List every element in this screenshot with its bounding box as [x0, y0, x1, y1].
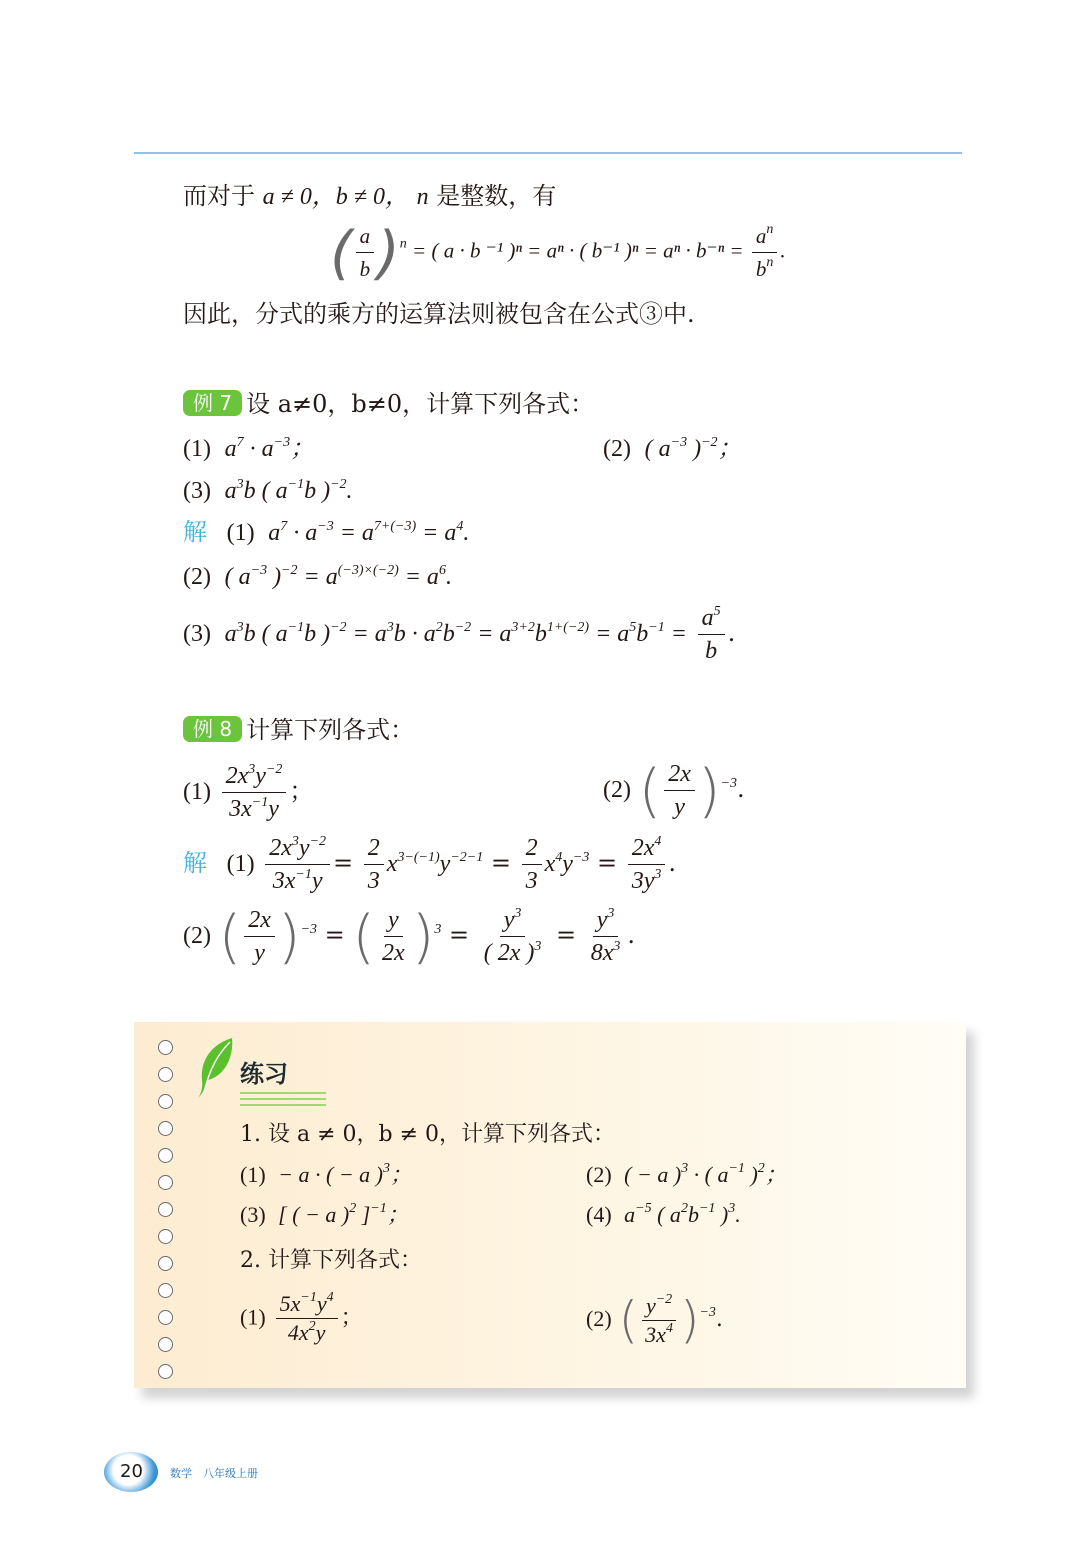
- solution-label: 解: [183, 518, 207, 546]
- ex7-solution-1: 解 (1) $a^7 \cdot a^{-3} = a^{7+(-3)} = a^4$.: [183, 518, 470, 546]
- binder-hole: [158, 1337, 173, 1352]
- practice-q2-2: (2) ( $\frac{y^{-2}}{3x^4}$ )$^{-3}$.: [586, 1291, 723, 1349]
- binder-hole: [158, 1229, 173, 1244]
- intro-prefix: 而对于: [183, 182, 255, 210]
- practice-q2-1: (1) $\frac{5x^{-1}y^4}{4x^2y}$ ；: [240, 1290, 363, 1345]
- binder-hole: [158, 1148, 173, 1163]
- binder-hole: [158, 1364, 173, 1379]
- binder-hole: [158, 1067, 173, 1082]
- example-7-badge: 例 7: [183, 390, 242, 416]
- practice-q2: 2. 计算下列各式：: [240, 1248, 422, 1273]
- practice-q1-1: (1) − a · ( − a )$^3$；: [240, 1161, 413, 1187]
- ex7-solution-3: (3) $a^3b$ ( $a^{-1}b$ )$^{-2} = a^3b \cdot a^2b^{-2} = a^{3+2}b^{1+(-2)} = a^5b^{-1}$ = $\frac{a^5}{b}$ .: [183, 604, 736, 664]
- practice-panel: [134, 1022, 966, 1388]
- example-8-badge: 例 8: [183, 716, 242, 742]
- binder-hole: [158, 1121, 173, 1136]
- binder-hole: [158, 1175, 173, 1190]
- title-underline: [240, 1092, 326, 1110]
- practice-q1-3: (3) [ ( − a )$^2$ ]$^{-1}$；: [240, 1201, 409, 1227]
- book-title: 数学 八年级上册: [170, 1467, 258, 1480]
- ex8-q2: (2) ( $\frac{2x}{y}$ )$^{-3}$.: [603, 756, 745, 825]
- page-number: 20: [120, 1461, 143, 1482]
- ex7-q2: (2) ( $a^{-3}$ )$^{-2}$；: [603, 435, 742, 462]
- example-8-text: 计算下列各式：: [246, 716, 415, 744]
- ex8-solution-1: 解 (1) $\frac{2x^3y^{-2}}{3x^{-1}y}$ = $\frac{2}{3}$ $x^{3-(-1)}y^{-2-1}$ = $\frac{2}{3}$ $x^4y^{-3}$ = $\frac{2x^4}{3y^3}$ .: [183, 834, 677, 894]
- intro-line: [183, 180, 556, 213]
- binder-hole: [158, 1256, 173, 1271]
- ex8-q1: (1) $\frac{2x^3y^{-2}}{3x^{-1}y}$ ；: [183, 762, 314, 822]
- intro-condition: a ≠ 0，b ≠ 0，: [262, 184, 409, 210]
- example-7-text: 设 a≠0，b≠0，计算下列各式：: [246, 390, 595, 418]
- header-rule: [134, 152, 962, 154]
- binder-hole: [158, 1202, 173, 1217]
- ex7-q1: (1) $a^7 \cdot a^{-3}$；: [183, 435, 315, 462]
- intro-suffix: 是整数，有: [436, 182, 557, 210]
- intro-n: n: [416, 184, 429, 210]
- ex7-solution-2: (2) ( $a^{-3}$ )$^{-2} = a^{(-3)\times(-2)} = a^6$.: [183, 563, 452, 590]
- binder-hole: [158, 1094, 173, 1109]
- power-formula: ( $\frac{a}{b}$ )$^n$ = ( a · b ⁻¹ )ⁿ = aⁿ · ( b⁻¹ )ⁿ = aⁿ · b⁻ⁿ = $\frac{a^n}{b^n}$ .: [330, 218, 786, 287]
- ex7-q3: (3) $a^3b$ ( $a^{-1}b$ )$^{-2}$.: [183, 477, 353, 504]
- binder-hole: [158, 1310, 173, 1325]
- leaf-icon: [194, 1036, 236, 1100]
- practice-q1-4: (4) $a^{-5}$ ( $a^2b^{-1}$ )$^3$.: [586, 1201, 741, 1227]
- intro-conclusion: 因此，分式的乘方的运算法则被包含在公式③中.: [183, 300, 695, 328]
- practice-q1: 1. 设 a ≠ 0，b ≠ 0，计算下列各式：: [240, 1122, 616, 1147]
- ex8-solution-2: (2) ( $\frac{2x}{y}$ )$^{-3}$ = ( $\frac{y}{2x}$ )$^3$ = $\frac{y^3}{( 2x )^3}$ = $\frac{y^3}{8x^3}$ .: [183, 902, 636, 971]
- example-7-header: [183, 388, 594, 420]
- practice-q1-2: (2) ( − a )$^3$ · ( $a^{-1}$ )$^2$；: [586, 1161, 787, 1187]
- binder-hole: [158, 1040, 173, 1055]
- example-8-header: [183, 714, 414, 746]
- binder-hole: [158, 1283, 173, 1298]
- formula-middle: = ( a · b ⁻¹ )ⁿ = aⁿ · ( b⁻¹ )ⁿ = aⁿ · b⁻ⁿ =: [412, 238, 744, 263]
- practice-title: 练习: [240, 1060, 288, 1088]
